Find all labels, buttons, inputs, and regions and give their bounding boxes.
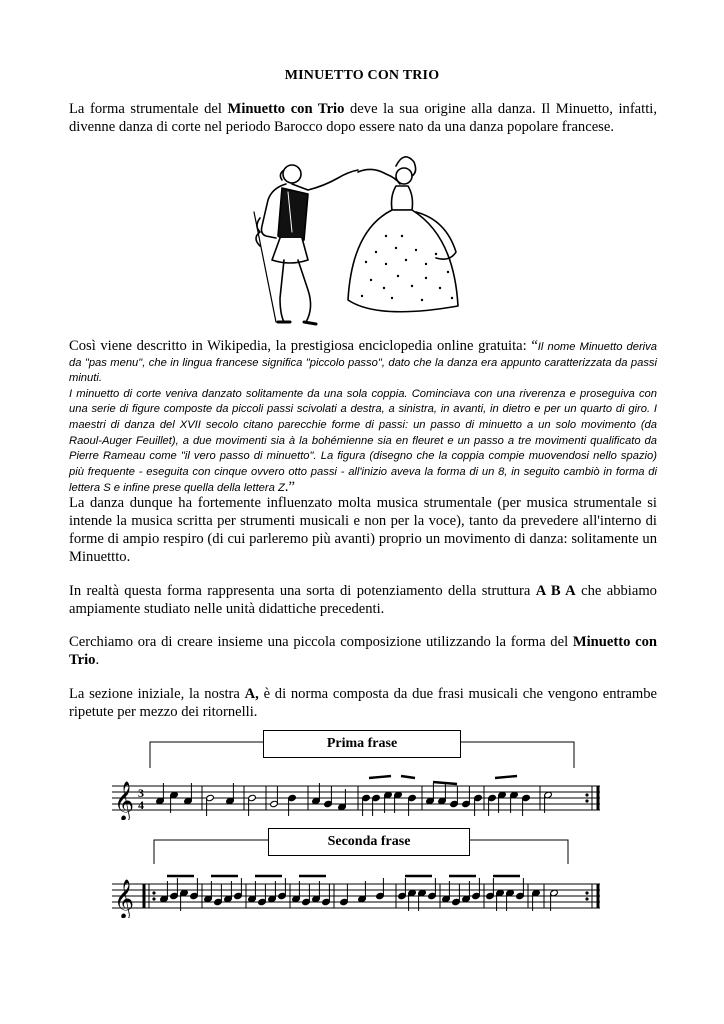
note-beam (495, 776, 517, 778)
note-beam (433, 782, 457, 784)
realta-text-2: che abbiamo ampiamente studiato nelle unità didattiche precedenti. (69, 583, 657, 617)
realta-text-1: In realtà questa forma rappresenta una sorta di potenziamento della struttura (69, 583, 536, 599)
intro-text-2: deve la sua origine alla danza. Il Minuetto, infatti, divenne danza di corte nel periodo Barocco dopo essere nato da una danza popolare francese. (69, 101, 657, 135)
dancers-illustration (226, 152, 490, 332)
wiki-lead-text: Così viene descritto in Wikipedia, la prestigiosa enciclopedia online gratuita: “ (69, 338, 538, 354)
cerchiamo-text-1: Cerchiamo ora di creare insieme una piccola composizione utilizzando la forma del (69, 634, 573, 650)
intro-text-1: La forma strumentale del (69, 101, 228, 117)
time-signature-top: 3 (138, 786, 144, 800)
treble-clef-icon: 𝄞 (114, 879, 135, 918)
wiki-quote-end: .” (284, 479, 295, 496)
cerchiamo-paragraph (69, 633, 657, 669)
cerchiamo-text-2: . (95, 652, 100, 668)
first-phrase-label: Prima frase (263, 730, 461, 758)
sezione-bold: A, (244, 686, 259, 702)
wiki-quote-part-1: Il nome Minuetto deriva da "pas menu", che in lingua francese significa "piccolo passo", dato che la danza era appunto caratterizzata da passi minuti. (69, 341, 657, 385)
sezione-text-2: è di norma composta da due frasi musicali che vengono entrambe ripetute per mezzo dei ritornelli. (69, 686, 658, 720)
note-beam (369, 776, 391, 778)
intro-bold: Minuetto con Trio (227, 101, 345, 117)
realta-bold: A B A (535, 583, 576, 599)
treble-clef-icon: 𝄞 (114, 781, 135, 820)
intro-paragraph (69, 100, 657, 136)
second-phrase-notes (160, 876, 559, 911)
second-phrase-label: Seconda frase (268, 828, 470, 856)
second-phrase-staff (112, 868, 602, 918)
sezione-text-1: La sezione iniziale, la nostra (69, 686, 245, 702)
wikipedia-quote (69, 339, 657, 497)
danza-paragraph: La danza dunque ha fortemente influenzato molta musica strumentale (per musica strumentale si intende la musica scritta per strumenti musicali e non per la voce), tanto da prevedere all'interno di forme di ampio respiro (di cui parleremo più avanti) proprio un movimento di danza: solitamente un Minuettto. (69, 495, 657, 565)
first-phrase-staff (112, 770, 602, 820)
realta-paragraph (69, 582, 657, 618)
note-beam (401, 776, 415, 778)
wiki-quote-part-2: I minuetto di corte veniva danzato solitamente da una sola coppia. Cominciava con una riverenza e proseguiva con una serie di figure composte da piccoli passi scivolati a destra, a sinistra, in avanti, in dietro e per un quarto di giro. I maestri di danza del XVII secolo citano parecchie forme di passi: un passo di minuetto a un solo movimento (da Raoul-Auger Feuillet), a due movimenti sia à la bohémienne sia en fleuret e un passo a tre movimenti qualificato da Pierre Rameau come "il vero passo di minuetto". La figura (disegno che la coppia compie muovendosi nello spazio) più frequente - eseguita con cinque ovvero otto passi - all'inizio aveva la forma di un 8, in seguito cambiò in forma di lettera S e infine prese quella della lettera Z (69, 387, 657, 495)
page-title: MINUETTO CON TRIO (284, 68, 440, 83)
time-signature-bottom: 4 (138, 798, 144, 812)
sezione-paragraph (69, 685, 657, 721)
cerchiamo-bold: Minuetto con Trio (69, 634, 657, 668)
